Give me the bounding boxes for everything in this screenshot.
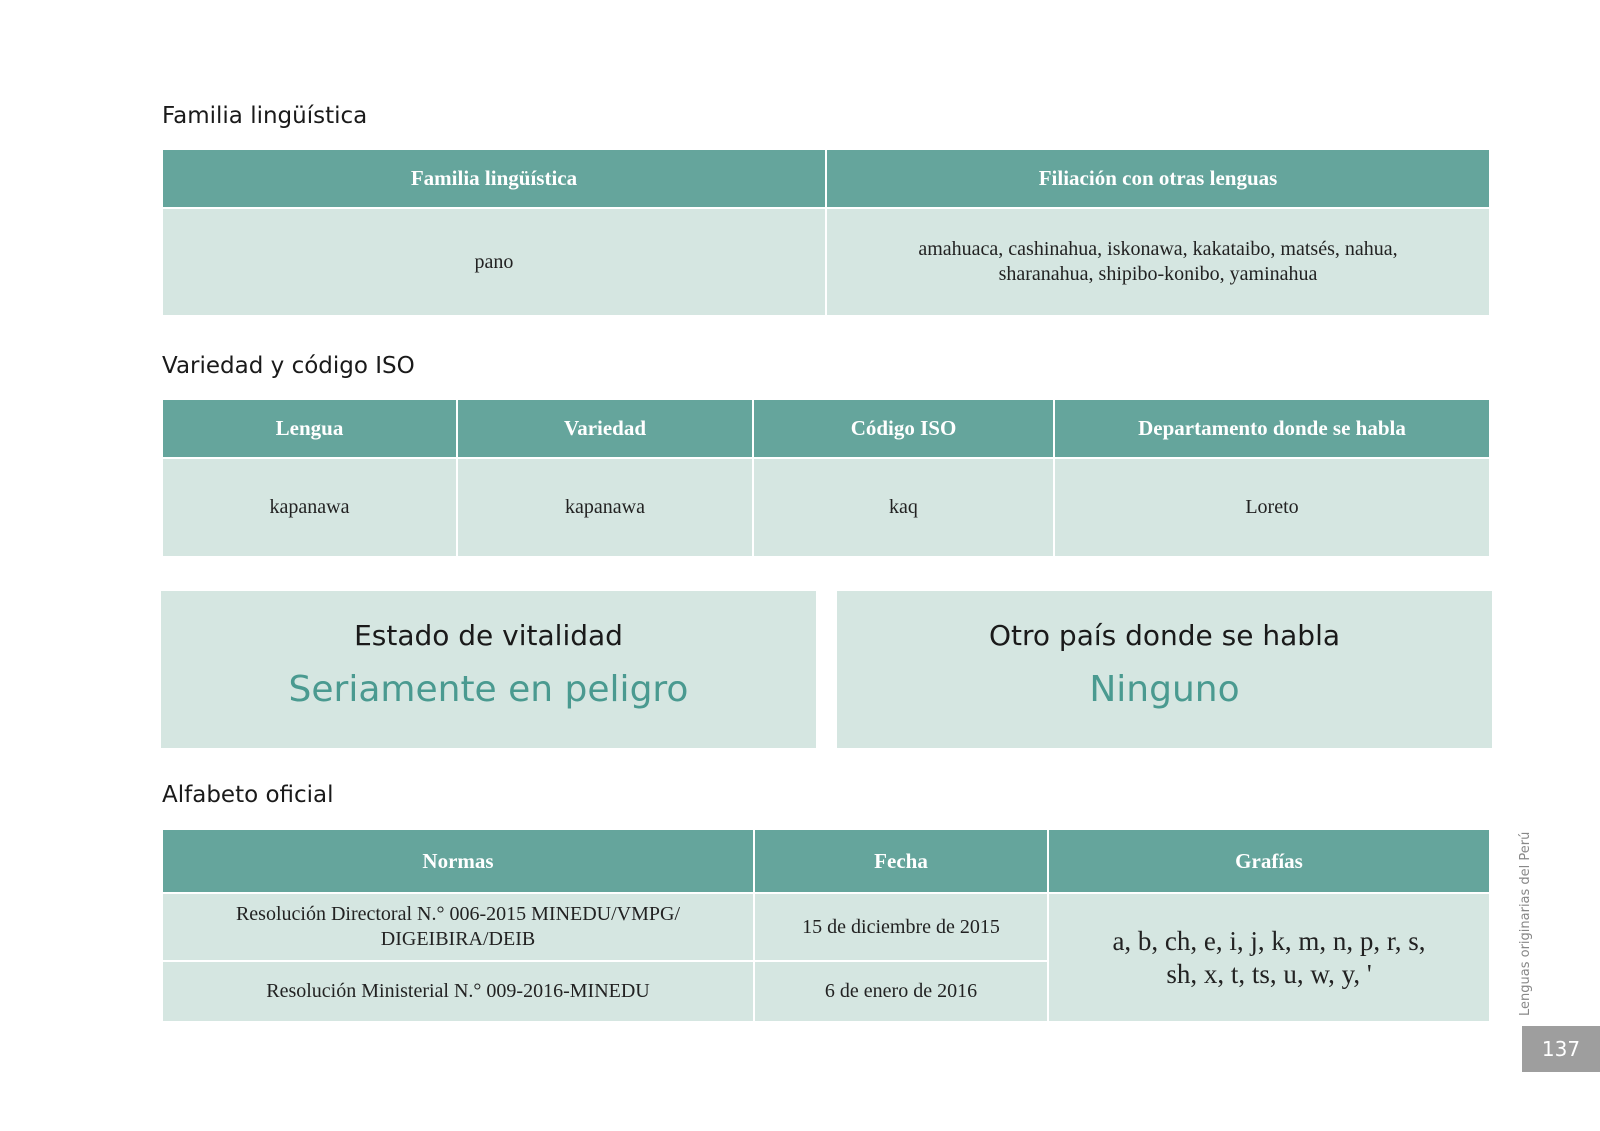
header-grafias: Grafías bbox=[1049, 830, 1489, 892]
page-number: 137 bbox=[1522, 1026, 1600, 1072]
header-normas: Normas bbox=[163, 830, 753, 892]
header-filiacion: Filiación con otras lenguas bbox=[827, 150, 1489, 207]
vitalidad-label: Estado de vitalidad bbox=[354, 619, 623, 652]
cell-variedad: kapanawa bbox=[458, 459, 752, 556]
alfabeto-table bbox=[161, 828, 1491, 1023]
otro-pais-label: Otro país donde se habla bbox=[988, 619, 1341, 652]
familia-table bbox=[161, 148, 1491, 317]
cell-fecha-1: 15 de diciembre de 2015 bbox=[755, 894, 1047, 960]
section-title-variedad: Variedad y código ISO bbox=[162, 353, 415, 379]
header-variedad: Variedad bbox=[458, 400, 752, 457]
table-row bbox=[163, 209, 1489, 315]
table-row bbox=[163, 459, 1489, 556]
cell-norma-1: Resolución Directoral N.° 006-2015 MINEDU/VMPG/ DIGEIBIRA/DEIB bbox=[163, 894, 753, 960]
cell-grafias: a, b, ch, e, i, j, k, m, n, p, r, s, sh, x, t, ts, u, w, y, ' bbox=[1049, 894, 1489, 1021]
header-departamento: Departamento donde se habla bbox=[1055, 400, 1489, 457]
cell-norma-2: Resolución Ministerial N.° 009-2016-MINEDU bbox=[163, 962, 753, 1021]
otro-pais-box bbox=[837, 591, 1492, 748]
header-familia: Familia lingüística bbox=[163, 150, 825, 207]
table-row bbox=[163, 894, 1489, 960]
alfabeto-header-row bbox=[163, 830, 1489, 892]
vitalidad-box bbox=[161, 591, 816, 748]
familia-header-row bbox=[163, 150, 1489, 207]
cell-lengua: kapanawa bbox=[163, 459, 456, 556]
otro-pais-value: Ninguno bbox=[1089, 669, 1240, 710]
side-running-title: Lenguas originarias del Perú bbox=[1518, 831, 1533, 1016]
cell-filiacion: amahuaca, cashinahua, iskonawa, kakataibo, matsés, nahua, sharanahua, shipibo-konibo, yaminahua bbox=[827, 209, 1489, 315]
header-fecha: Fecha bbox=[755, 830, 1047, 892]
section-title-familia: Familia lingüística bbox=[162, 103, 368, 129]
header-lengua: Lengua bbox=[163, 400, 456, 457]
variedad-header-row bbox=[163, 400, 1489, 457]
cell-codigo-iso: kaq bbox=[754, 459, 1053, 556]
cell-fecha-2: 6 de enero de 2016 bbox=[755, 962, 1047, 1021]
variedad-table bbox=[161, 398, 1491, 558]
cell-familia: pano bbox=[163, 209, 825, 315]
vitalidad-value: Seriamente en peligro bbox=[288, 669, 689, 710]
section-title-alfabeto: Alfabeto oficial bbox=[162, 782, 334, 808]
cell-departamento: Loreto bbox=[1055, 459, 1489, 556]
header-codigo-iso: Código ISO bbox=[754, 400, 1053, 457]
